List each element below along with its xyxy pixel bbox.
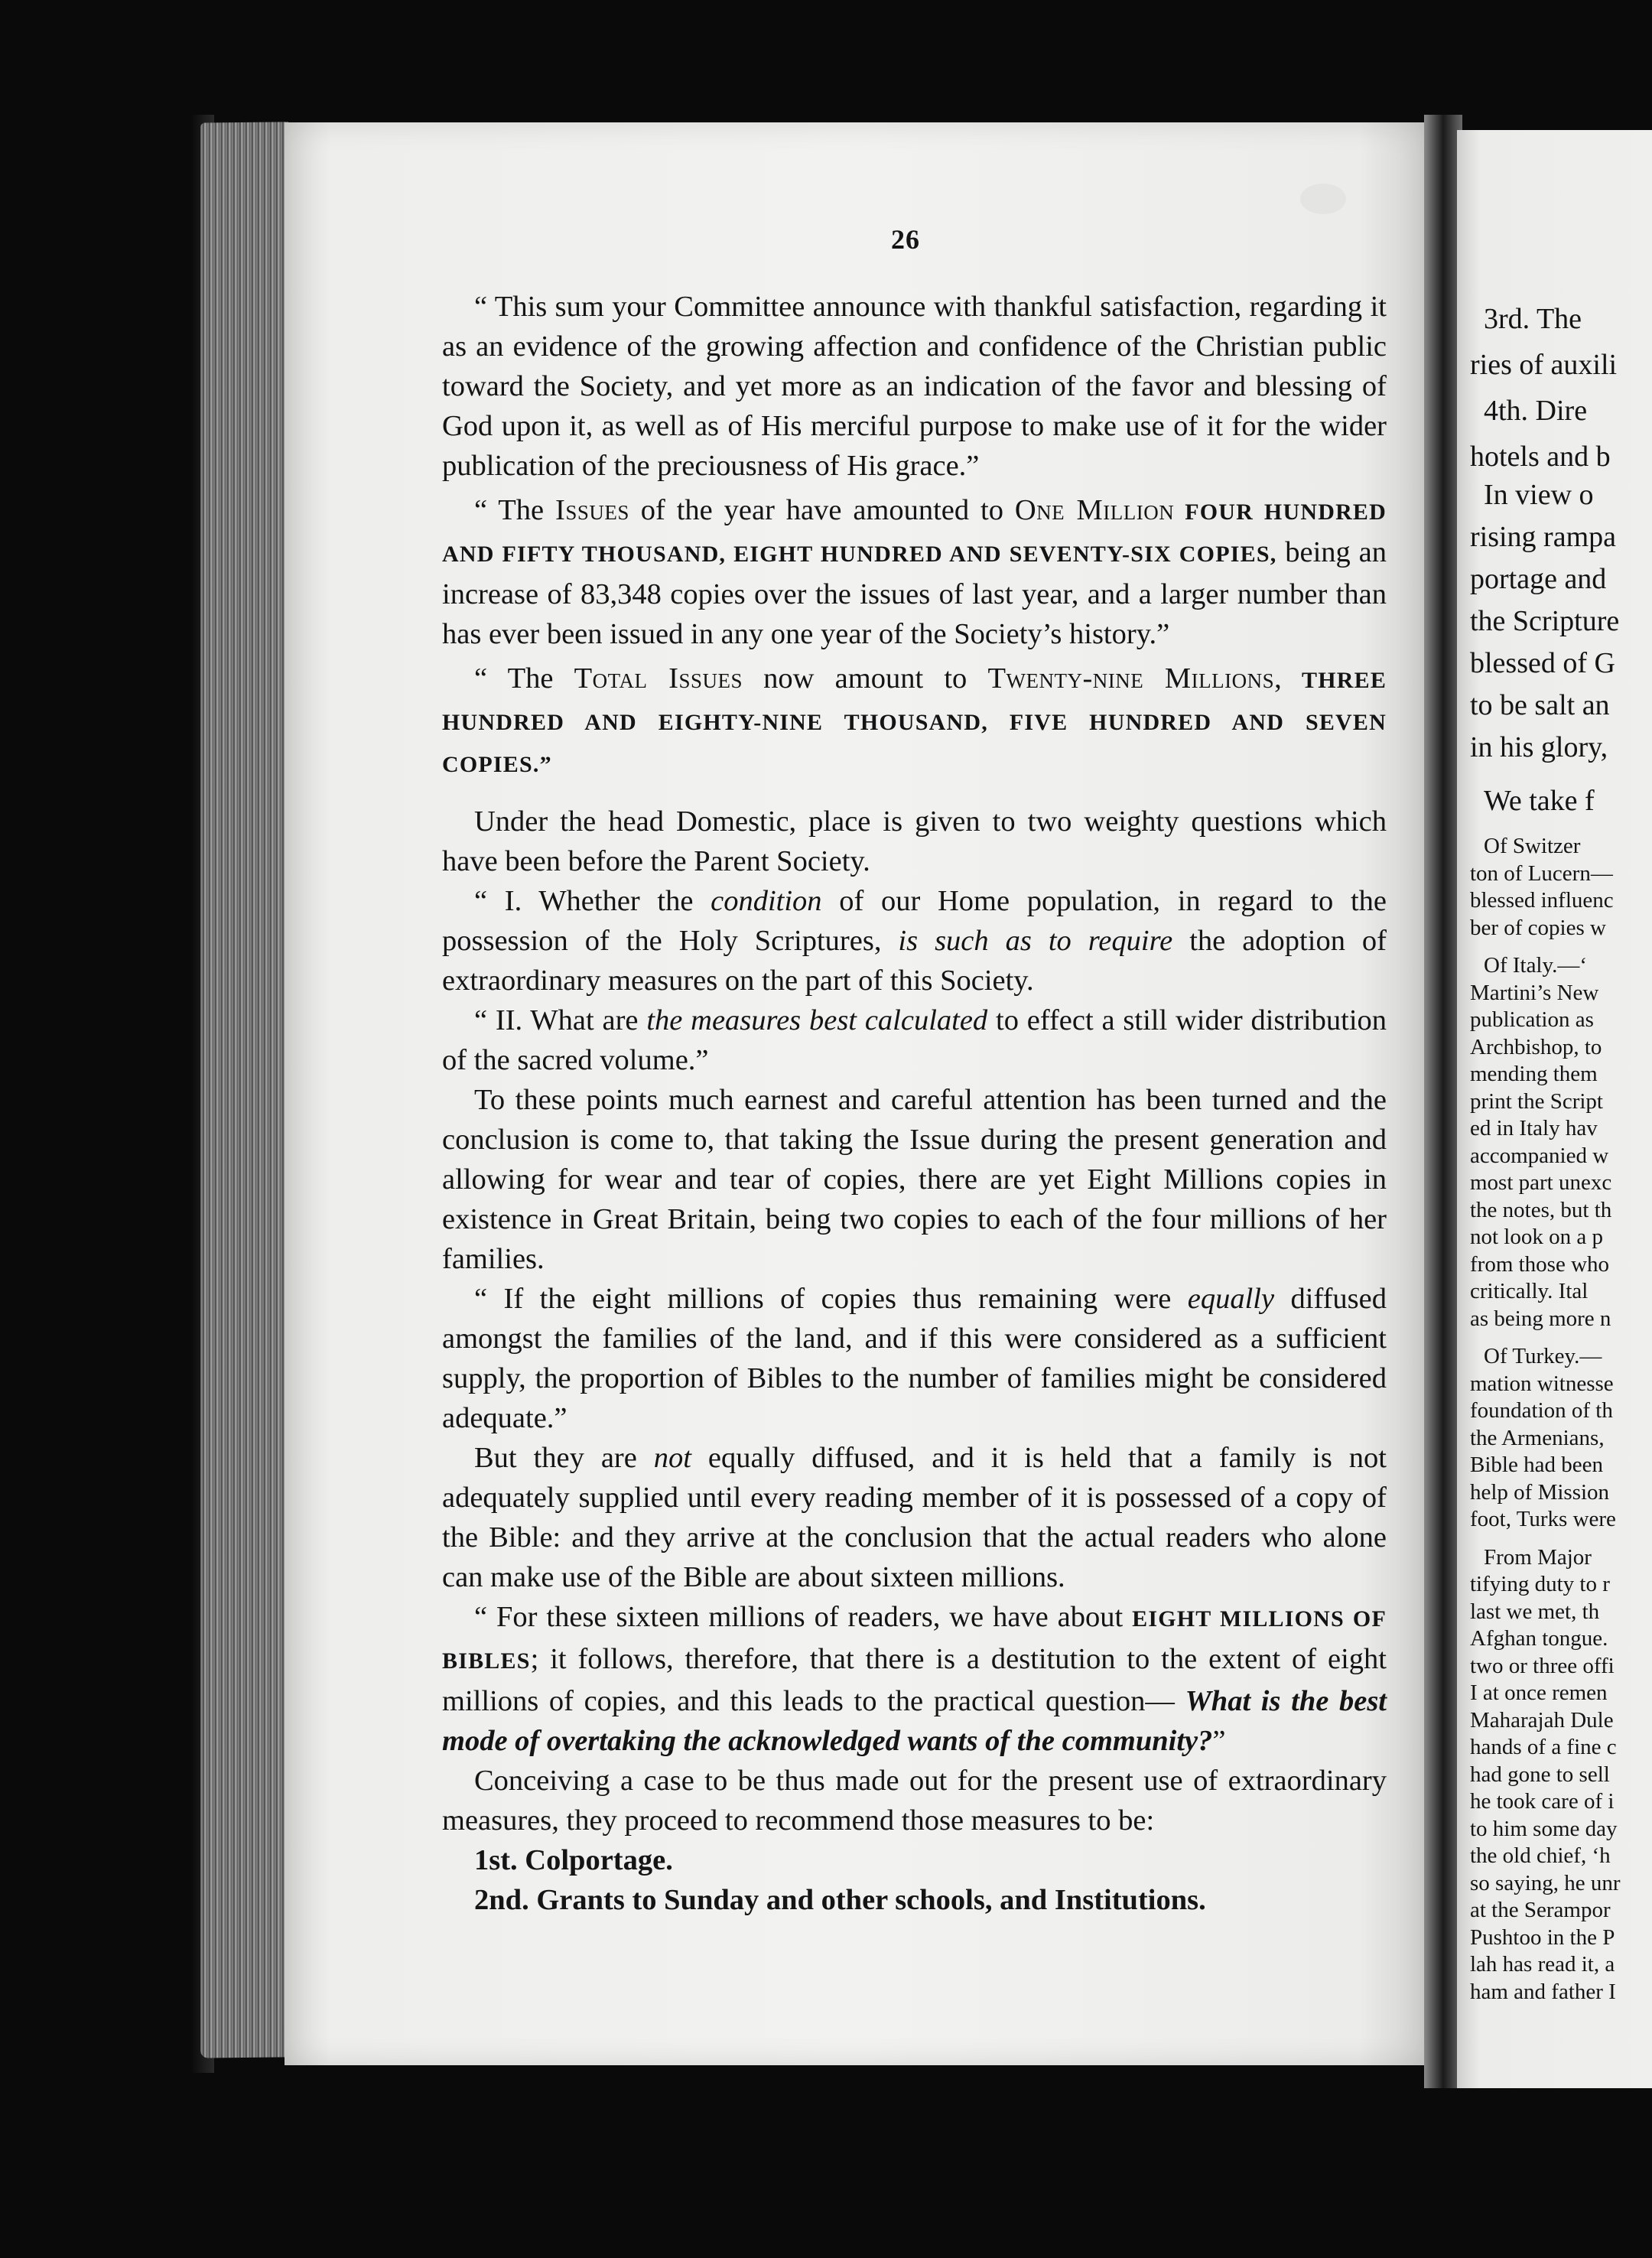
page-number: 26 [891, 224, 920, 255]
right-page-small-line: to him some day [1470, 1816, 1618, 1841]
right-page-small-line: two or three offi [1470, 1653, 1615, 1678]
right-page-small-line: Martini’s New [1470, 980, 1599, 1005]
paragraph-total-issues: “ The Total Issues now amount to Twenty-nine Millions, THREE HUNDRED AND EIGHTY-NINE THOUSAND, FIVE HUNDRED AND SEVEN COPIES.” [442, 662, 1387, 777]
right-page-small-line: blessed influenc [1470, 888, 1614, 913]
right-page-small-line: From Major [1484, 1544, 1592, 1570]
right-page-line: blessed of G [1470, 647, 1615, 679]
paragraph-question-one: “ I. Whether the condition of our Home population, in regard to the possession of the Holy Scriptures, is such as to require the adoption of extraordinary measures on the part of this Society. [442, 885, 1387, 997]
right-page-small-line: had gone to sell [1470, 1762, 1610, 1787]
right-page-small-line: as being more n [1470, 1306, 1611, 1331]
right-page-small-line: he took care of i [1470, 1789, 1615, 1814]
page-edges [200, 122, 288, 2058]
right-page-small-line: ham and father I [1470, 1979, 1616, 2004]
right-page-small-line: most part unexc [1470, 1170, 1612, 1195]
right-page-small-line: not look on a p [1470, 1225, 1603, 1249]
right-page-line: 3rd. The [1484, 303, 1582, 335]
right-page-small-line: hands of a fine c [1470, 1735, 1617, 1759]
right-page-small-line: publication as [1470, 1007, 1594, 1032]
right-page-small-line: I at once remen [1470, 1680, 1608, 1705]
right-page-small-line: mation witnesse [1470, 1371, 1614, 1396]
paragraph-sixteen-millions: “ For these sixteen millions of readers, we have about EIGHT MILLIONS OF BIBLES; it follows, therefore, that there is a destitution to the extent of eight millions of copies, and this leads to the practical question— What is the best mode of overtaking the acknowledged wants of the community?” [442, 1601, 1387, 1757]
right-page-small-line: print the Script [1470, 1088, 1603, 1114]
right-page-small-line: at the Serampor [1470, 1898, 1611, 1922]
paragraph-not-equally: But they are not equally diffused, and it is held that a family is not adequately supplied until every reading member of it is possessed of a copy of the Bible: and they arrive at the conclusion that the actual readers who alone can make use of the Bible are about sixteen millions. [442, 1442, 1387, 1593]
right-page-small-line: Archbishop, to [1470, 1034, 1602, 1059]
right-page-line: We take f [1484, 785, 1595, 817]
right-page-line: to be salt an [1470, 689, 1610, 721]
right-page-line: in his glory, [1470, 731, 1608, 763]
paragraph-domestic: Under the head Domestic, place is given to two weighty questions which have been before the Parent Society. [442, 805, 1387, 877]
paragraph-equally-diffused: “ If the eight millions of copies thus remaining were equally diffused amongst the families of the land, and if this were considered as a sufficient supply, the proportion of Bibles to the number of families might be considered adequate.” [442, 1283, 1387, 1434]
right-page-small-line: mending them [1470, 1062, 1598, 1086]
right-page-small-line: critically. Ital [1470, 1279, 1589, 1303]
list-item-colportage: 1st. Colportage. [474, 1844, 673, 1876]
right-page-line: 4th. Dire [1484, 395, 1588, 427]
right-page-line: the Scripture [1470, 605, 1620, 637]
right-page-small-line: the old chief, ‘h [1470, 1843, 1611, 1868]
right-page-line: hotels and b [1470, 441, 1611, 473]
right-page-small-line: Of Italy.—‘ [1484, 953, 1588, 978]
right-page-small-line: Afghan tongue. [1470, 1626, 1608, 1651]
paragraph-issues: “ The Issues of the year have amounted to One Million FOUR HUNDRED AND FIFTY THOUSAND, EIGHT HUNDRED AND SEVENTY-SIX COPIES, being an increase of 83,348 copies over the issues of last year, and a larger number than has ever been issued in any one year of the Society’s history.” [442, 494, 1387, 650]
right-page-line: ries of auxili [1470, 349, 1618, 381]
right-page-small-line: Maharajah Dule [1470, 1707, 1614, 1733]
right-page-small-line: Of Turkey.— [1484, 1344, 1602, 1368]
right-page-line: rising rampa [1470, 521, 1617, 553]
right-page-small-line: ed in Italy hav [1470, 1116, 1598, 1140]
right-page-small-line: ton of Lucern— [1470, 861, 1613, 886]
right-page-small-line: the notes, but th [1470, 1197, 1612, 1222]
right-page-small-line: lah has read it, a [1470, 1952, 1615, 1977]
right-page-small-line: tifying duty to r [1470, 1572, 1610, 1596]
right-page-small-line: accompanied w [1470, 1143, 1609, 1168]
paragraph-recommend: Conceiving a case to be thus made out for the present use of extraordinary measures, they proceed to recommend those measures to be: [442, 1765, 1387, 1837]
right-page-small-line: Bible had been [1470, 1453, 1603, 1477]
right-page-line: In view o [1484, 479, 1594, 511]
right-page-small-line: from those who [1470, 1251, 1610, 1277]
list-item-grants: 2nd. Grants to Sunday and other schools, and Institutions. [474, 1884, 1206, 1916]
right-page-small-line: foot, Turks were [1470, 1507, 1616, 1531]
paragraph-committee-satisfaction: “ This sum your Committee announce with thankful satisfaction, regarding it as an evidence of the growing affection and confidence of the Christian public toward the Society, and yet more as an indication of the favor and blessing of God upon it, as well as of His merciful purpose to make use of it for the wider publication of the preciousness of His grace.” [442, 291, 1387, 482]
right-page-small-line: ber of copies w [1470, 915, 1606, 940]
right-page-small-line: foundation of th [1470, 1398, 1613, 1423]
paragraph-conclusion: To these points much earnest and careful attention has been turned and the conclusion is come to, that taking the Issue during the present generation and allowing for wear and tear of copies, there are yet Eight Millions copies in existence in Great Britain, being two copies to each of the four millions of her families. [442, 1084, 1387, 1275]
paragraph-question-two: “ II. What are the measures best calculated to effect a still wider distribution of the sacred volume.” [442, 1004, 1387, 1076]
right-page-small-line: the Armenians, [1470, 1425, 1605, 1450]
right-page-small-line: Of Switzer [1484, 834, 1581, 858]
right-page-line: portage and [1470, 563, 1607, 595]
right-page-small-line: Pushtoo in the P [1470, 1925, 1615, 1950]
right-page-small-line: so saying, he unr [1470, 1870, 1621, 1895]
right-page-small-line: last we met, th [1470, 1599, 1600, 1624]
scan-smudge [1300, 184, 1346, 214]
page-body [442, 287, 1387, 1920]
right-page-small-line: help of Mission [1470, 1479, 1610, 1505]
